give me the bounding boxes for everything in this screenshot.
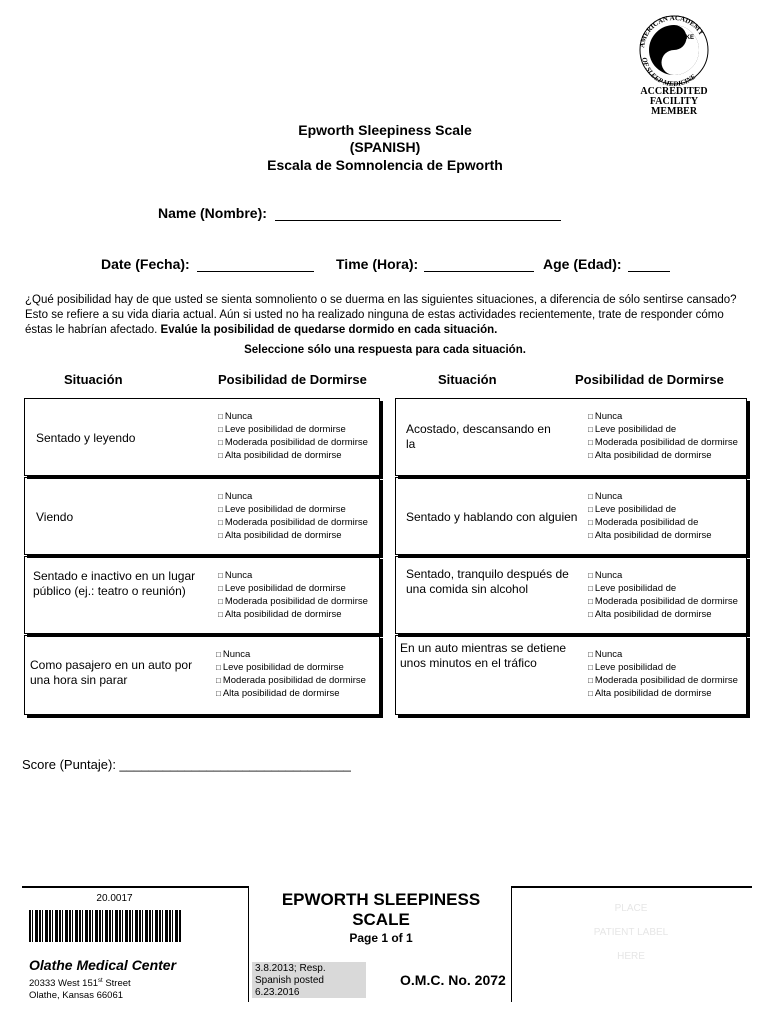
age-label: Age (Edad):	[543, 256, 622, 272]
name-field[interactable]	[275, 206, 561, 221]
page-title-spanish: Escala de Somnolencia de Epworth	[267, 157, 503, 173]
option-checkbox[interactable]: □ Moderada posibilidad de dormirse	[216, 675, 366, 686]
option-checkbox[interactable]: □ Nunca	[218, 491, 253, 502]
footer-title: EPWORTH SLEEPINESS SCALE	[281, 890, 481, 929]
option-checkbox[interactable]: □ Nunca	[588, 570, 623, 581]
options-group	[216, 648, 366, 700]
option-checkbox[interactable]: □ Nunca	[588, 411, 623, 422]
age-field[interactable]	[628, 257, 670, 272]
omc-number: O.M.C. No. 2072	[400, 972, 506, 988]
situation-text: En un auto mientras se detiene unos minutos en el tráfico	[400, 641, 567, 670]
svg-text:OF SLEEP MEDICINE: OF SLEEP MEDICINE	[640, 56, 698, 89]
option-checkbox[interactable]: □ Nunca	[216, 649, 251, 660]
form-code: 20.0017	[96, 893, 133, 904]
situation-text: Acostado, descansando en la	[406, 422, 551, 451]
instruction-text: Seleccione sólo una respuesta para cada situación.	[244, 344, 526, 356]
wake-text: WAKE	[676, 35, 694, 41]
option-checkbox[interactable]: □ Alta posibilidad de dormirse	[588, 450, 712, 461]
col-possibility-right: Posibilidad de Dormirse	[575, 372, 724, 387]
page-number: Page 1 of 1	[349, 931, 413, 945]
situation-text: Sentado y leyendo	[36, 431, 136, 445]
options-group	[588, 569, 738, 621]
col-situation-right: Situación	[438, 372, 497, 387]
situation-text: Viendo	[36, 510, 74, 524]
option-checkbox[interactable]: □ Leve posibilidad de	[588, 662, 677, 673]
barcode-icon	[29, 910, 181, 942]
date-field[interactable]	[197, 257, 314, 272]
page-subtitle: (SPANISH)	[349, 139, 421, 155]
name-label: Name (Nombre):	[158, 205, 267, 221]
patient-label-text: PLACE	[614, 903, 648, 914]
option-checkbox[interactable]: □ Leve posibilidad de dormirse	[218, 504, 346, 515]
option-checkbox[interactable]: □ Alta posibilidad de dormirse	[588, 609, 712, 620]
patient-label-text: PATIENT LABEL	[593, 927, 669, 938]
col-situation-left: Situación	[64, 372, 123, 387]
option-checkbox[interactable]: □ Leve posibilidad de dormirse	[216, 662, 344, 673]
time-field[interactable]	[424, 257, 534, 272]
situation-text: Sentado, tranquilo después de una comida sin alcohol	[406, 567, 569, 596]
revision-box: 3.8.2013; Resp. Spanish posted 6.23.2016	[252, 962, 366, 998]
intro-text: ¿Qué posibilidad hay de que usted se sienta somnoliento o se duerma en las siguientes situaciones, a diferencia de sólo sentirse cansado? Esto se refiere a su vida diaria actual. Aún si usted no ha realizado ninguna de estas actividades recientemente, trate de responder cómo éstas le habrían afectado. Evalúe la posibilidad de quedarse dormido en cada situación.	[25, 294, 737, 336]
options-group	[218, 410, 368, 462]
accredited-label: ACCREDITED FACILITY MEMBER	[640, 86, 708, 117]
option-checkbox[interactable]: □ Leve posibilidad de	[588, 583, 677, 594]
sleep-text: SLEEP	[666, 61, 686, 67]
option-checkbox[interactable]: □ Moderada posibilidad de dormirse	[588, 437, 738, 448]
org-name: Olathe Medical Center	[29, 957, 177, 973]
situation-text: Sentado y hablando con alguien	[406, 510, 578, 524]
col-possibility-left: Posibilidad de Dormirse	[218, 372, 367, 387]
option-checkbox[interactable]: □ Alta posibilidad de dormirse	[588, 688, 712, 699]
option-checkbox[interactable]: □ Moderada posibilidad de dormirse	[218, 437, 368, 448]
situation-text: Como pasajero en un auto por una hora sin parar	[30, 658, 193, 687]
svg-text:AMERICAN ACADEMY: AMERICAN ACADEMY	[638, 13, 706, 49]
option-checkbox[interactable]: □ Nunca	[218, 570, 253, 581]
option-checkbox[interactable]: □ Leve posibilidad de dormirse	[218, 583, 346, 594]
options-group	[588, 410, 738, 462]
option-checkbox[interactable]: □ Alta posibilidad de dormirse	[218, 530, 342, 541]
option-checkbox[interactable]: □ Alta posibilidad de dormirse	[588, 530, 712, 541]
option-checkbox[interactable]: □ Leve posibilidad de	[588, 504, 677, 515]
option-checkbox[interactable]: □ Moderada posibilidad de	[588, 517, 699, 528]
org-address: 20333 West 151st Street Olathe, Kansas 66061	[29, 978, 131, 1002]
option-checkbox[interactable]: □ Moderada posibilidad de dormirse	[218, 596, 368, 607]
time-label: Time (Hora):	[336, 256, 419, 272]
page-title: Epworth Sleepiness Scale	[298, 122, 472, 138]
option-checkbox[interactable]: □ Moderada posibilidad de dormirse	[588, 675, 738, 686]
date-label: Date (Fecha):	[101, 256, 190, 272]
option-checkbox[interactable]: □ Nunca	[588, 491, 623, 502]
option-checkbox[interactable]: □ Alta posibilidad de dormirse	[216, 688, 340, 699]
option-checkbox[interactable]: □ Leve posibilidad de dormirse	[218, 424, 346, 435]
score-field[interactable]: Score (Puntaje): ________________________________	[22, 757, 351, 772]
options-group	[218, 569, 368, 621]
patient-label-text: HERE	[617, 951, 645, 962]
option-checkbox[interactable]: □ Moderada posibilidad de dormirse	[218, 517, 368, 528]
option-checkbox[interactable]: □ Nunca	[218, 411, 253, 422]
option-checkbox[interactable]: □ Moderada posibilidad de dormirse	[588, 596, 738, 607]
option-checkbox[interactable]: □ Nunca	[588, 649, 623, 660]
option-checkbox[interactable]: □ Alta posibilidad de dormirse	[218, 609, 342, 620]
situation-text: Sentado e inactivo en un lugar público (ej.: teatro o reunión)	[33, 569, 196, 598]
option-checkbox[interactable]: □ Alta posibilidad de dormirse	[218, 450, 342, 461]
options-group	[218, 490, 368, 542]
options-group	[588, 490, 712, 542]
options-group	[588, 648, 738, 700]
option-checkbox[interactable]: □ Leve posibilidad de	[588, 424, 677, 435]
